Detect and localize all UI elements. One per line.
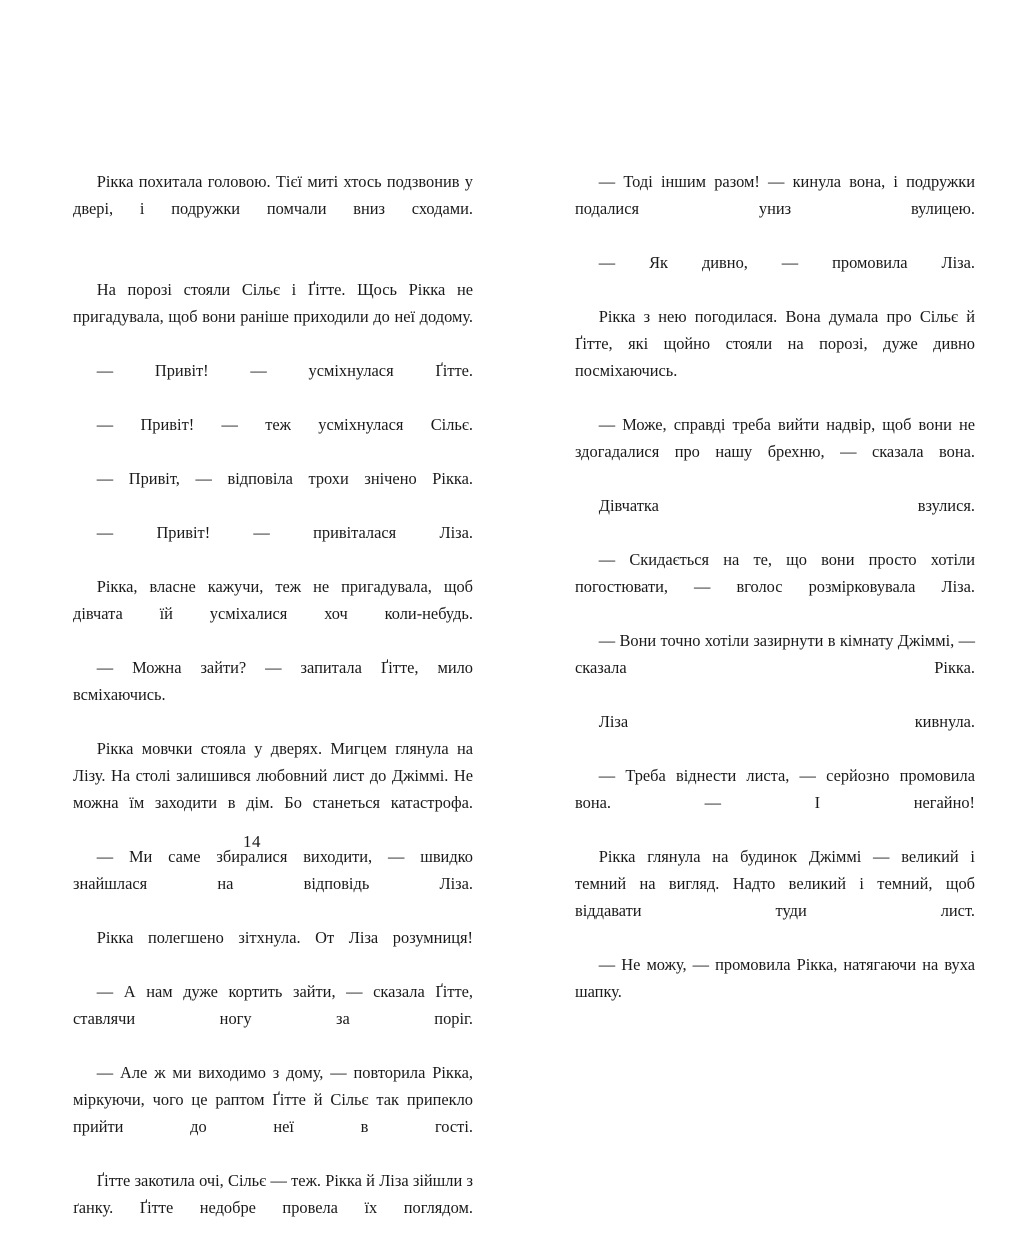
paragraph: — Треба віднести листа, — серйозно промовила вона. — І негайно! bbox=[575, 766, 975, 812]
paragraph: Рікка мовчки стояла у дверях. Мигцем глянула на Лізу. На столі залишився любовний лист до Джіммі. Не можна їм заходити в дім. Бо станеться катастрофа. bbox=[73, 739, 473, 812]
paragraph-break bbox=[73, 249, 473, 276]
paragraph: Рікка полегшено зітхнула. От Ліза розумниця! bbox=[96, 928, 473, 947]
paragraph: — Але ж ми виходимо з дому, — повторила Рікка, міркуючи, чого це раптом Ґітте й Сільє так припекло прийти до неї в гості. bbox=[73, 1063, 473, 1136]
paragraph: — Тоді іншим разом! — кинула вона, і подружки подалися униз вулицею. bbox=[575, 172, 975, 218]
paragraph: — Може, справді треба вийти надвір, щоб вони не здогадалися про нашу брехню, — сказала вона. bbox=[575, 415, 975, 461]
paragraph: Дівчатка взулися. bbox=[598, 496, 975, 515]
paragraph: — Вони точно хотіли зазирнути в кімнату Джіммі, — сказала Рікка. bbox=[575, 631, 975, 677]
paragraph: Рікка глянула на будинок Джіммі — великий і темний на вигляд. Надто великий і темний, щоб віддавати туди лист. bbox=[575, 847, 975, 920]
page-number: 14 bbox=[243, 832, 261, 851]
paragraph: Рікка похитала головою. Тієї миті хтось подзвонив у двері, і подружки помчали вниз сходами. bbox=[73, 172, 473, 218]
paragraph: — А нам дуже кортить зайти, — сказала Ґітте, ставлячи ногу за поріг. bbox=[73, 982, 473, 1028]
paragraph: Ґітте закотила очі, Сільє — теж. Рікка й Ліза зійшли з ґанку. Ґітте недобре провела їх поглядом. bbox=[73, 1171, 473, 1217]
right-page-text-block bbox=[575, 168, 975, 1032]
paragraph: Рікка, власне кажучи, теж не пригадувала, щоб дівчата їй усміхалися хоч коли-небудь. bbox=[73, 577, 473, 623]
paragraph: Рікка з нею погодилася. Вона думала про Сільє й Ґітте, які щойно стояли на порозі, дуже дивно посміхаючись. bbox=[575, 307, 975, 380]
paragraph: На порозі стояли Сільє і Ґітте. Щось Рікка не пригадувала, щоб вони раніше приходили до неї додому. bbox=[73, 280, 473, 326]
right-page bbox=[575, 168, 975, 1032]
paragraph: — Привіт! — привіталася Ліза. bbox=[96, 523, 473, 542]
paragraph: — Як дивно, — промовила Ліза. bbox=[598, 253, 975, 272]
paragraph: — Привіт! — теж усміхнулася Сільє. bbox=[96, 415, 473, 434]
paragraph: — Ми саме збиралися виходити, — швидко знайшлася на відповідь Ліза. bbox=[73, 847, 473, 893]
left-page-text-block bbox=[73, 168, 473, 1248]
paragraph: — Привіт, — відповіла трохи знічено Рікка. bbox=[96, 469, 473, 488]
left-page bbox=[73, 168, 473, 1248]
paragraph: — Привіт! — усміхнулася Ґітте. bbox=[96, 361, 473, 380]
paragraph: Ліза кивнула. bbox=[598, 712, 975, 731]
paragraph: — Не можу, — промовила Рікка, натягаючи на вуха шапку. bbox=[575, 955, 975, 1001]
paragraph: — Скидається на те, що вони просто хотіли погостювати, — вголос розмірковувала Ліза. bbox=[575, 550, 975, 596]
paragraph: — Можна зайти? — запитала Ґітте, мило всміхаючись. bbox=[73, 658, 473, 704]
